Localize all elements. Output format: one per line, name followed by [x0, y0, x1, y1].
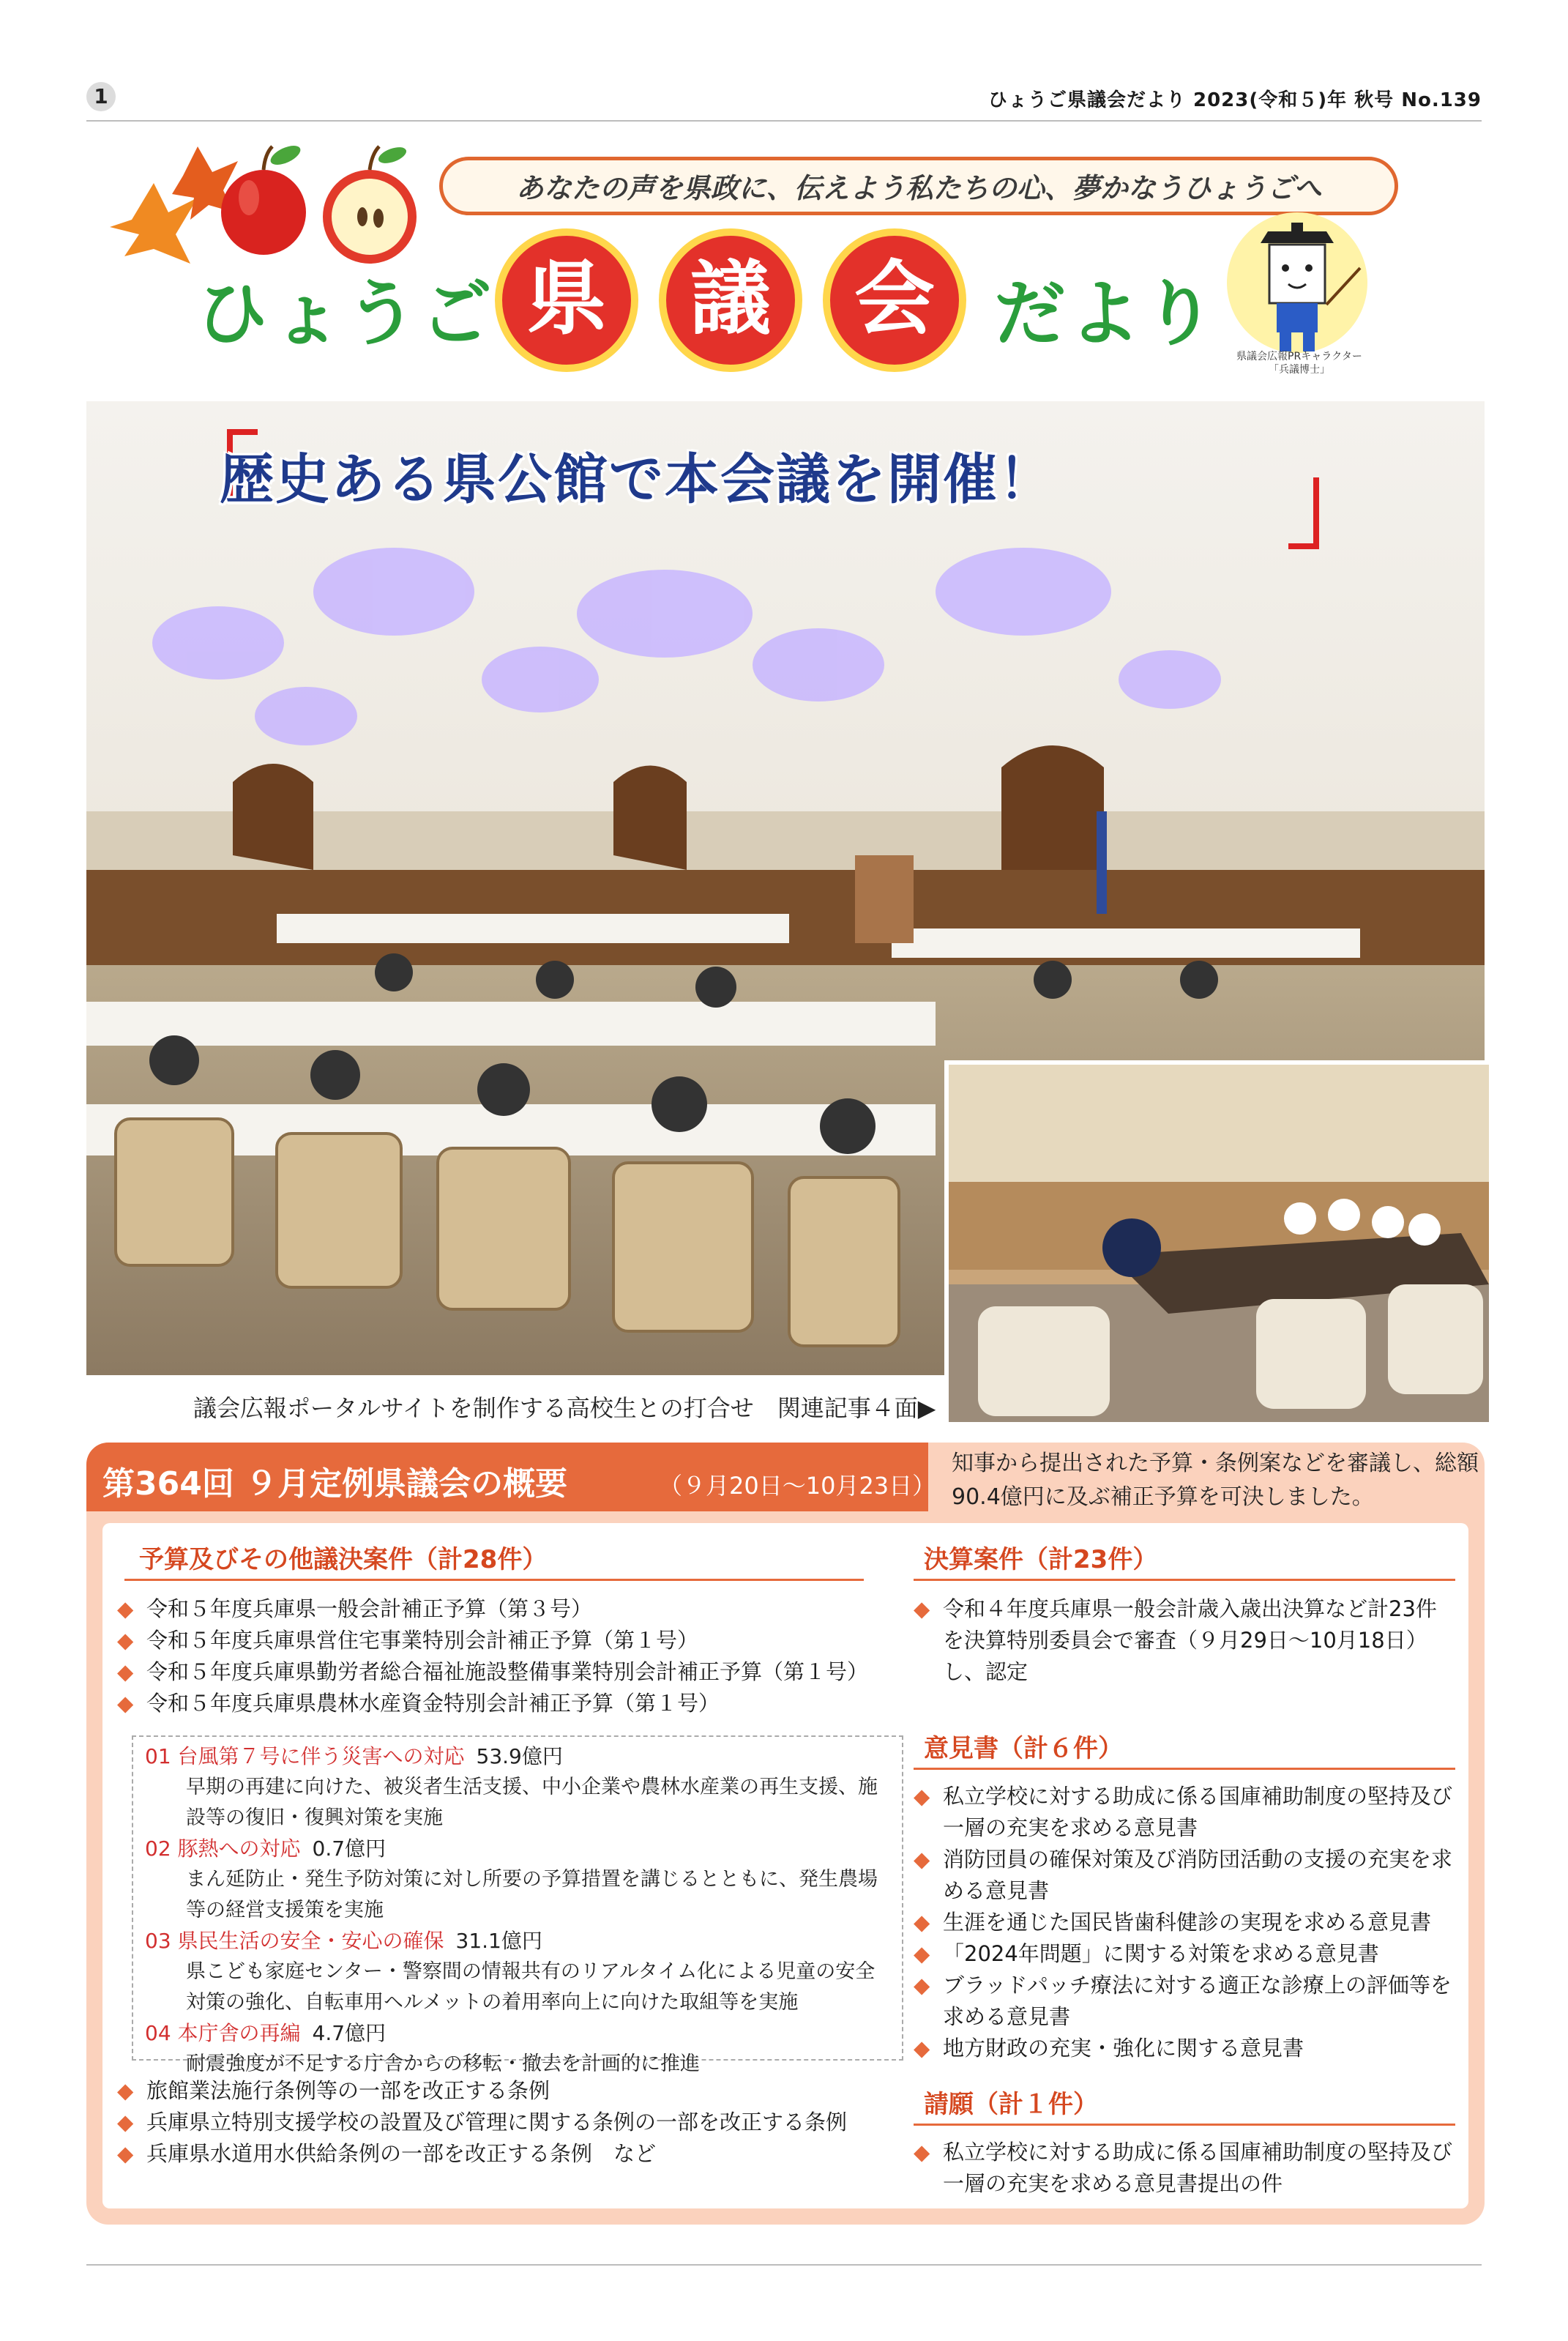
detail-body: 耐震強度が不足する庁舎からの移転・撤去を計画的に推進	[186, 2052, 700, 2075]
ordinance-list	[117, 2075, 908, 2170]
header-divider	[86, 120, 1482, 122]
budget-heading: 予算及びその他議決案件（計28件）	[139, 1545, 548, 1574]
petitions-heading: 請願（計１件）	[924, 2090, 1098, 2119]
diamond-icon: ◆	[914, 1847, 930, 1872]
mascot-caption	[1215, 350, 1384, 376]
diamond-icon: ◆	[914, 1784, 930, 1809]
detail-label: 02 豚熱への対応	[145, 1836, 301, 1861]
list-item	[914, 1907, 1455, 1938]
detail-label: 01 台風第７号に伴う災害への対応	[145, 1744, 465, 1768]
detail-body: まん延防止・発生予防対策に対し所要の予算措置を講じるとともに、発生農場等の経営支援策を実施	[186, 1868, 878, 1921]
settlement-heading: 決算案件（計23件）	[924, 1545, 1158, 1574]
apple-half-icon	[307, 136, 432, 275]
session-dates: （９月20日～10月23日）	[659, 1472, 936, 1500]
list-item	[914, 1593, 1455, 1688]
list-item-text: 旅館業法施行条例等の一部を改正する条例	[146, 2078, 550, 2103]
opinions-heading: 意見書（計６件）	[924, 1734, 1123, 1763]
diamond-icon: ◆	[914, 1596, 930, 1621]
detail-label: 03 県民生活の安全・安心の確保	[145, 1929, 444, 1953]
budget-heading-rule	[124, 1579, 864, 1581]
diamond-icon: ◆	[117, 1596, 134, 1621]
list-item-text: 令和５年度兵庫県一般会計補正予算（第３号）	[146, 1596, 593, 1621]
meeting-room-photo	[944, 1060, 1493, 1426]
list-item	[914, 1781, 1455, 1844]
diamond-icon: ◆	[914, 1941, 930, 1966]
diamond-icon: ◆	[117, 1628, 134, 1653]
diamond-icon: ◆	[117, 1659, 134, 1684]
petitions-heading-rule	[914, 2124, 1455, 2126]
list-item-text: 消防団員の確保対策及び消防団活動の支援の充実を求める意見書	[943, 1847, 1453, 1903]
diamond-icon: ◆	[914, 1973, 930, 1998]
list-item	[117, 1688, 893, 1719]
photo-caption: 議会広報ポータルサイトを制作する高校生との打合せ 関連記事４面▶	[193, 1394, 936, 1422]
feature-headline: 歴史ある県公館で本会議を開催！	[220, 448, 1054, 511]
masthead-kanji-kai: 会	[823, 228, 966, 372]
detail-title	[145, 1741, 895, 1772]
list-item-text: 私立学校に対する助成に係る国庫補助制度の堅持及び一層の充実を求める意見書提出の件	[943, 2140, 1453, 2196]
diamond-icon: ◆	[117, 1691, 134, 1716]
list-item	[117, 1656, 893, 1688]
detail-amount: 0.7億円	[312, 1836, 387, 1861]
detail-body: 県こども家庭センター・警察間の情報共有のリアルタイム化による児童の安全対策の強化、自転車用ヘルメットの着用率向上に向けた取組等を実施	[186, 1960, 876, 2014]
list-item-text: ブラッドパッチ療法に対する適正な診療上の評価等を求める意見書	[943, 1973, 1452, 2029]
masthead-dayori: だより	[994, 272, 1219, 356]
diamond-icon: ◆	[117, 2110, 134, 2135]
list-item-text: 令和４年度兵庫県一般会計歳入歳出決算など計23件を決算特別委員会で審査（９月29日～10月18日）し、認定	[943, 1596, 1437, 1684]
headline-close-bracket	[1288, 477, 1319, 549]
detail-title	[145, 1834, 895, 1864]
diamond-icon: ◆	[914, 1910, 930, 1935]
page-number: 1	[86, 82, 116, 111]
detail-title	[145, 1926, 895, 1957]
masthead-hyogo: ひょうご	[196, 272, 496, 356]
list-item	[117, 1625, 893, 1656]
list-item-text: 令和５年度兵庫県農林水産資金特別会計補正予算（第１号）	[146, 1691, 720, 1716]
opinions-heading-rule	[914, 1768, 1455, 1770]
detail-amount: 53.9億円	[476, 1744, 563, 1768]
diamond-icon: ◆	[117, 2141, 134, 2166]
petitions-list	[914, 2137, 1455, 2200]
detail-amount: 4.7億円	[312, 2021, 387, 2045]
list-item	[117, 1593, 893, 1625]
list-item	[914, 2137, 1455, 2200]
settlement-heading-rule	[914, 1579, 1455, 1581]
list-item-text: 私立学校に対する助成に係る国庫補助制度の堅持及び一層の充実を求める意見書	[943, 1784, 1453, 1840]
masthead-kanji-ken: 県	[495, 228, 638, 372]
list-item	[117, 2075, 908, 2107]
opinions-list	[914, 1781, 1455, 2064]
list-item	[914, 1970, 1455, 2033]
list-item	[914, 2033, 1455, 2064]
mascot-caption-line1: 県議会広報PRキャラクター	[1236, 351, 1362, 362]
list-item-text: 兵庫県水道用水供給条例の一部を改正する条例 など	[146, 2141, 657, 2166]
diamond-icon: ◆	[914, 2036, 930, 2061]
footer-divider	[86, 2264, 1482, 2266]
detail-amount: 31.1億円	[455, 1929, 542, 1953]
list-item	[117, 2138, 908, 2170]
detail-body: 早期の再建に向けた、被災者生活支援、中小企業や農林水産業の再生支援、施設等の復旧・復興対策を実施	[186, 1776, 878, 1829]
list-item-text: 生涯を通じた国民皆歯科健診の実現を求める意見書	[943, 1910, 1432, 1935]
session-description: 知事から提出された予算・条例案などを審議し、総額90.4億円に及ぶ補正予算を可決しました。	[952, 1451, 1479, 1510]
list-item	[117, 2107, 908, 2138]
list-item-text: 地方財政の充実・強化に関する意見書	[943, 2036, 1304, 2061]
diamond-icon: ◆	[914, 2140, 930, 2165]
diamond-icon: ◆	[117, 2078, 134, 2103]
list-item-text: 令和５年度兵庫県営住宅事業特別会計補正予算（第１号）	[146, 1628, 699, 1653]
list-item	[914, 1844, 1455, 1907]
budget-list	[117, 1593, 893, 1719]
list-item-text: 兵庫県立特別支援学校の設置及び管理に関する条例の一部を改正する条例	[146, 2110, 848, 2135]
list-item	[914, 1938, 1455, 1970]
list-item-text: 令和５年度兵庫県勤労者総合福祉施設整備事業特別会計補正予算（第１号）	[146, 1659, 869, 1684]
masthead-kanji-gi: 議	[659, 228, 802, 372]
settlement-list	[914, 1593, 1455, 1688]
session-title: 第364回 ９月定例県議会の概要	[102, 1465, 568, 1503]
mascot-caption-line2: 「兵議博士」	[1269, 364, 1330, 376]
detail-label: 04 本庁舎の再編	[145, 2021, 301, 2045]
list-item-text: 「2024年問題」に関する対策を求める意見書	[943, 1941, 1379, 1966]
budget-detail-box	[132, 1735, 903, 2075]
slogan-text: あなたの声を県政に、伝えよう私たちの心、夢かなうひょうごへ	[515, 172, 1322, 204]
detail-title	[145, 2018, 895, 2049]
issue-info: ひょうご県議会だより 2023(令和５)年 秋号 No.139	[988, 89, 1482, 111]
